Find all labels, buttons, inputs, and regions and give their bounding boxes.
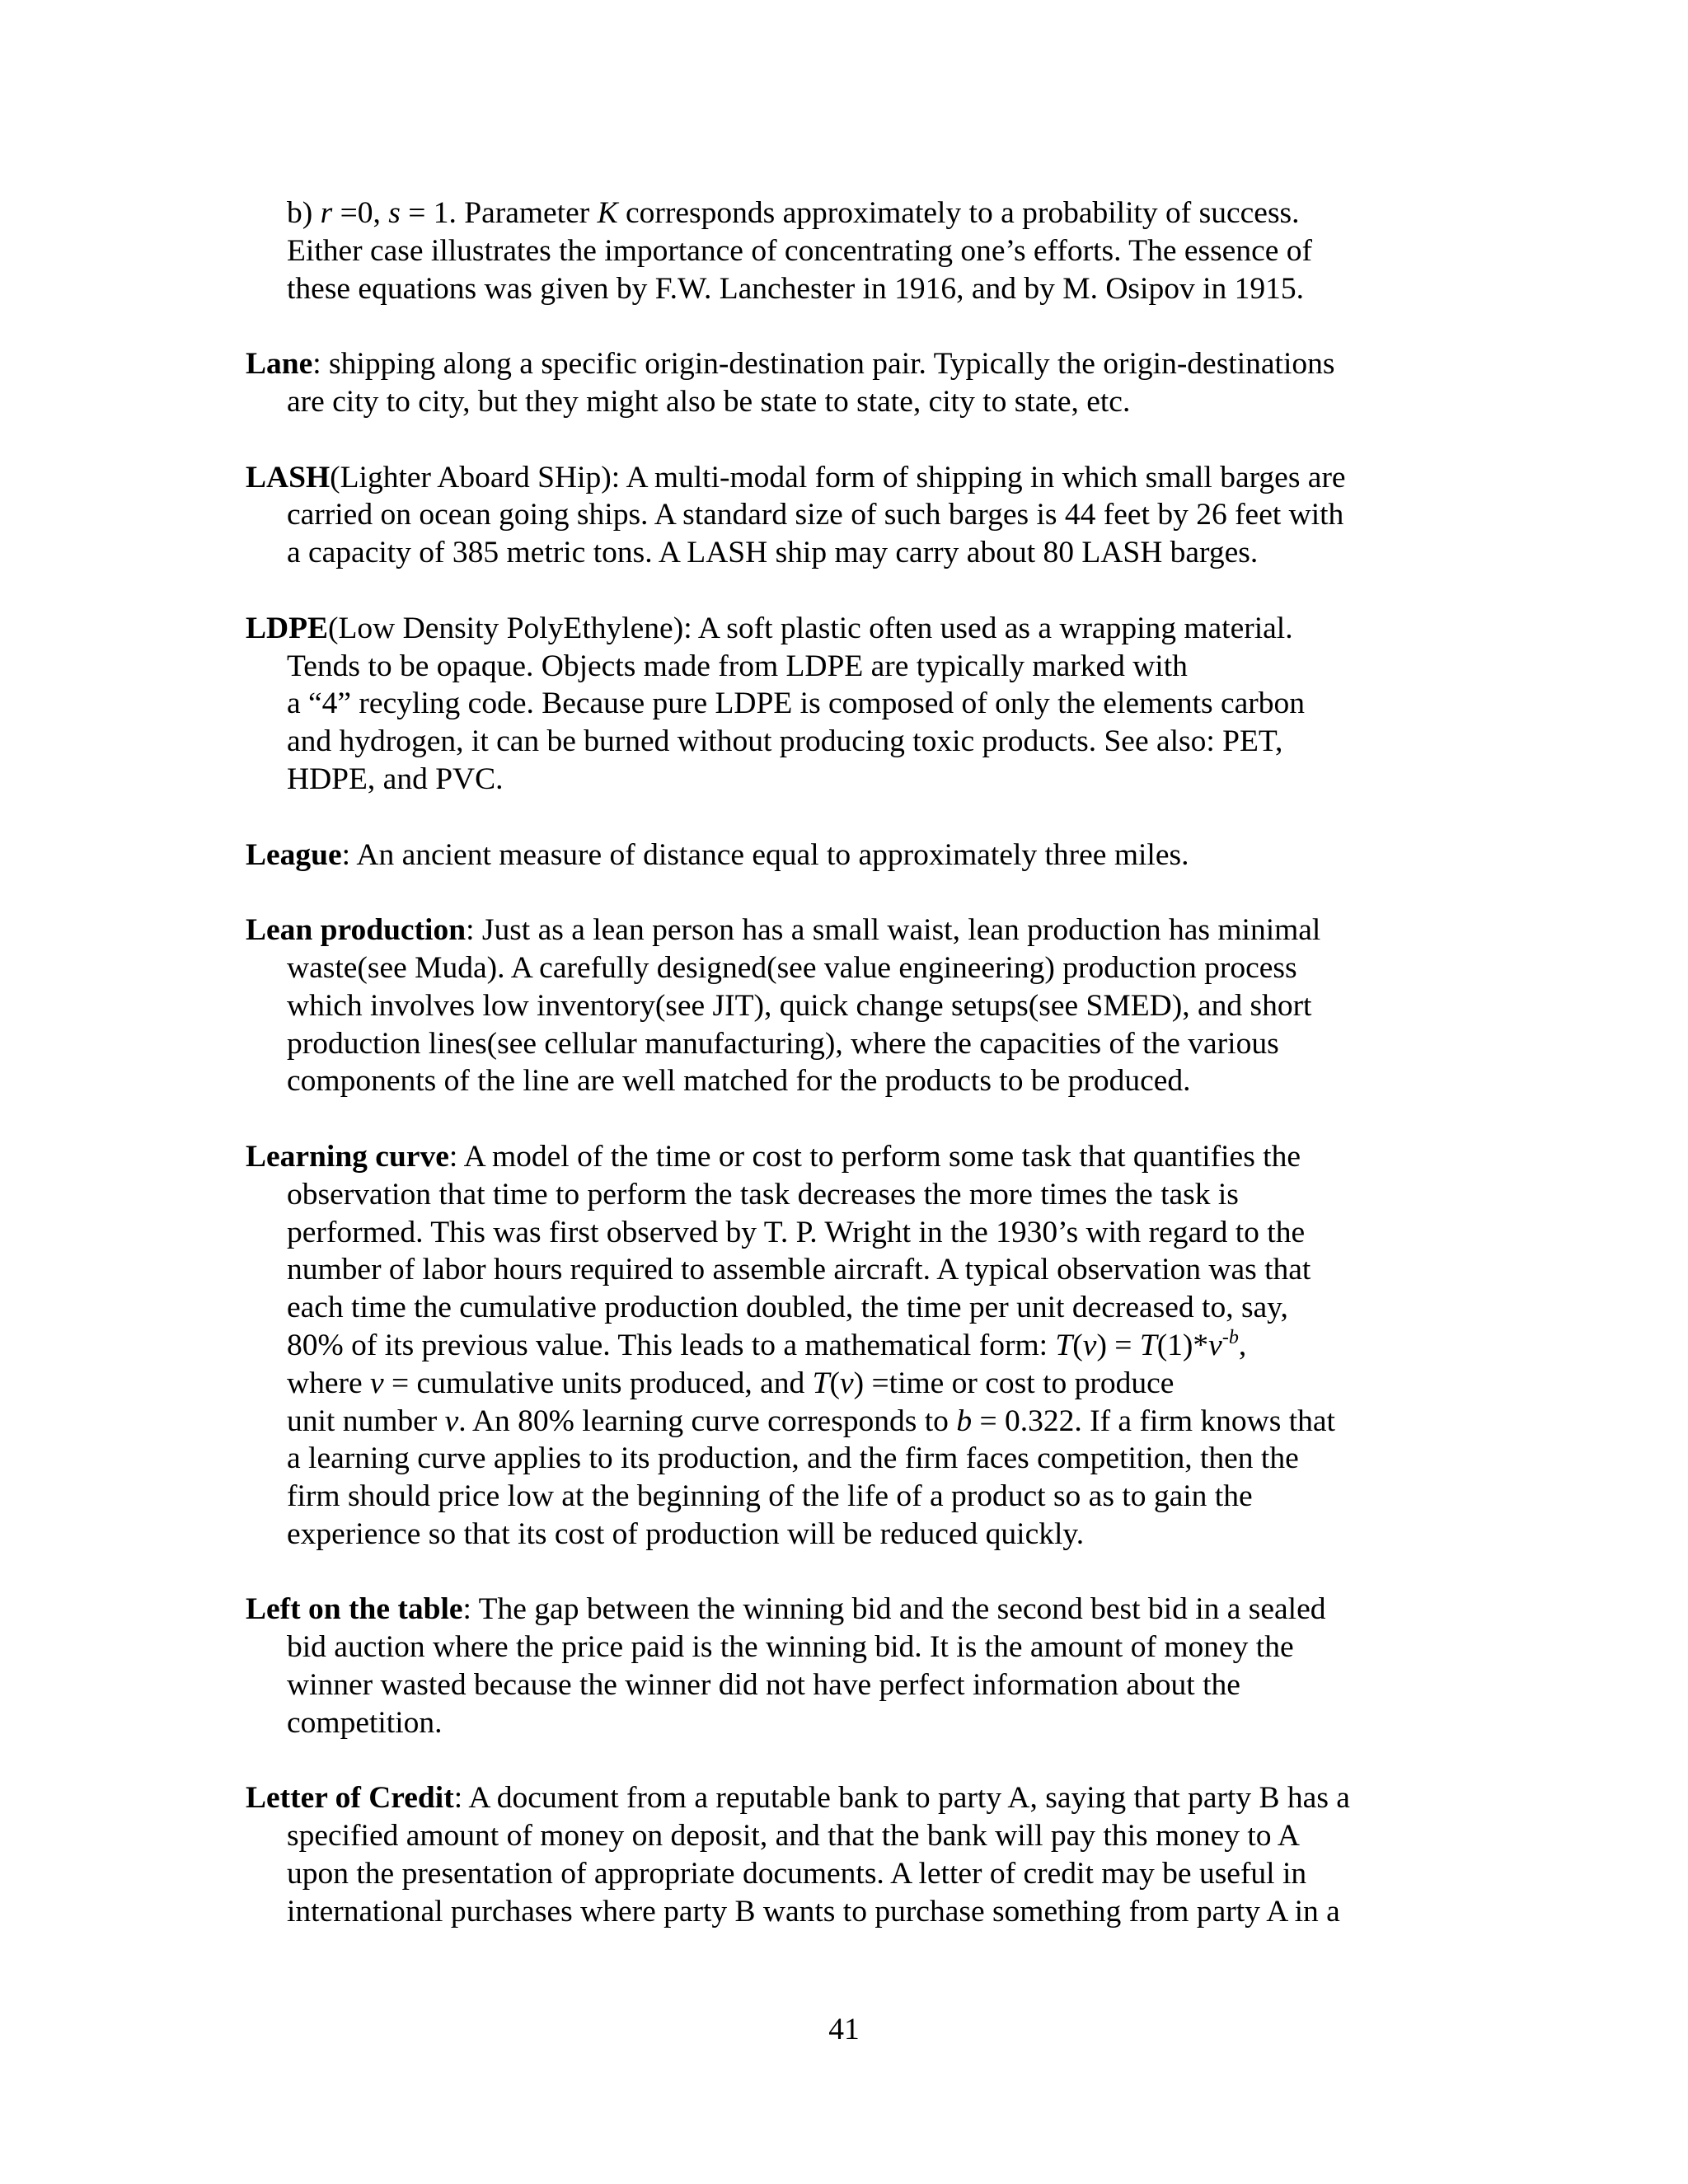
- entry-term: LDPE: [246, 611, 329, 645]
- text-line: a capacity of 385 metric tons. A LASH ship may carry about 80 LASH barges.: [287, 536, 1259, 570]
- text-line: these equations was given by F.W. Lanchester in 1916, and by M. Osipov in 1915.: [287, 271, 1304, 306]
- text-line: unit number v. An 80% learning curve corresponds to b = 0.322. If a firm knows that: [287, 1404, 1335, 1438]
- entry-term: Learning curve: [246, 1139, 449, 1174]
- text-line: b) r =0, s = 1. Parameter K corresponds approximately to a probability of success.: [287, 196, 1300, 230]
- text-line: carried on ocean going ships. A standard size of such barges is 44 feet by 26 feet with: [287, 498, 1344, 532]
- text-line: League: An ancient measure of distance equal to approximately three miles.: [246, 837, 1189, 872]
- text-line: components of the line are well matched for the products to be produced.: [287, 1064, 1191, 1099]
- entry-term: Letter of Credit: [246, 1781, 454, 1816]
- text-line: specified amount of money on deposit, and that the bank will pay this money to A: [287, 1819, 1300, 1854]
- entry-term: LASH: [246, 460, 331, 494]
- text-line: Left on the table: The gap between the winning bid and the second best bid in a sealed: [246, 1592, 1326, 1627]
- text-line: LASH(Lighter Aboard SHip): A multi-modal form of shipping in which small barges are: [246, 460, 1346, 494]
- text-line: international purchases where party B wants to purchase something from party A in a: [287, 1894, 1340, 1929]
- text-line: waste(see Muda). A carefully designed(see value engineering) production process: [287, 950, 1297, 985]
- formula-line: 80% of its previous value. This leads to a mathematical form: $T(v) = T(1)*v^{-b}$,: [287, 1326, 1247, 1362]
- text-line: production lines(see cellular manufacturing), where the capacities of the various: [287, 1026, 1279, 1061]
- text-line: are city to city, but they might also be state to state, city to state, etc.: [287, 384, 1131, 419]
- text-line: and hydrogen, it can be burned without producing toxic products. See also: PET,: [287, 724, 1283, 759]
- text-line: a “4” recyling code. Because pure LDPE is composed of only the elements carbon: [287, 687, 1305, 721]
- text-line: winner wasted because the winner did not have perfect information about the: [287, 1668, 1240, 1703]
- text-line: performed. This was first observed by T. P. Wright in the 1930’s with regard to the: [287, 1215, 1306, 1249]
- text-line: Either case illustrates the importance of concentrating one’s efforts. The essence of: [287, 233, 1312, 268]
- entry-ldpe: [246, 610, 1449, 799]
- entry-left-on-the-table: [246, 1591, 1449, 1741]
- text-line: bid auction where the price paid is the winning bid. It is the amount of money the: [287, 1630, 1294, 1665]
- text-line: observation that time to perform the task decreases the more times the task is: [287, 1177, 1239, 1212]
- glossary-page: [246, 194, 1449, 1968]
- entry-league: [246, 837, 1449, 874]
- text-line: each time the cumulative production doubled, the time per unit decreased to, say,: [287, 1291, 1288, 1325]
- text-line: Letter of Credit: A document from a reputable bank to party A, saying that party B has a: [246, 1781, 1350, 1816]
- text-line: competition.: [287, 1705, 443, 1740]
- page-number: 41: [828, 2013, 860, 2046]
- entry-lane: [246, 345, 1449, 421]
- text-line: number of labor hours required to assemble aircraft. A typical observation was that: [287, 1253, 1311, 1287]
- entry-letter-of-credit: [246, 1779, 1449, 1930]
- text-line: experience so that its cost of production will be reduced quickly.: [287, 1516, 1085, 1551]
- entry-term: Lane: [246, 347, 313, 382]
- text-line: LDPE(Low Density PolyEthylene): A soft plastic often used as a wrapping material.: [246, 611, 1293, 645]
- text-line: where v = cumulative units produced, and T(v) =time or cost to produce: [287, 1366, 1175, 1400]
- text-line: Lean production: Just as a lean person has a small waist, lean production has minimal: [246, 913, 1321, 948]
- entry-learning-curve: [246, 1138, 1449, 1554]
- text-line: HDPE, and PVC.: [287, 762, 504, 796]
- text-line: a learning curve applies to its production, and the firm faces competition, then the: [287, 1441, 1299, 1476]
- entry-term: Lean production: [246, 913, 467, 948]
- entry-term: League: [246, 837, 342, 872]
- continuation-paragraph: [246, 194, 1449, 307]
- text-line: Learning curve: A model of the time or cost to perform some task that quantifies the: [246, 1139, 1301, 1174]
- text-line: Lane: shipping along a specific origin-destination pair. Typically the origin-destinations: [246, 347, 1335, 382]
- text-line: firm should price low at the beginning of the life of a product so as to gain the: [287, 1479, 1253, 1514]
- text-line: upon the presentation of appropriate documents. A letter of credit may be useful in: [287, 1857, 1307, 1891]
- text-line: which involves low inventory(see JIT), quick change setups(see SMED), and short: [287, 988, 1312, 1023]
- text-line: Tends to be opaque. Objects made from LDPE are typically marked with: [287, 649, 1188, 683]
- entry-lean-production: [246, 912, 1449, 1100]
- entry-term: Left on the table: [246, 1592, 463, 1627]
- entry-lash: [246, 459, 1449, 572]
